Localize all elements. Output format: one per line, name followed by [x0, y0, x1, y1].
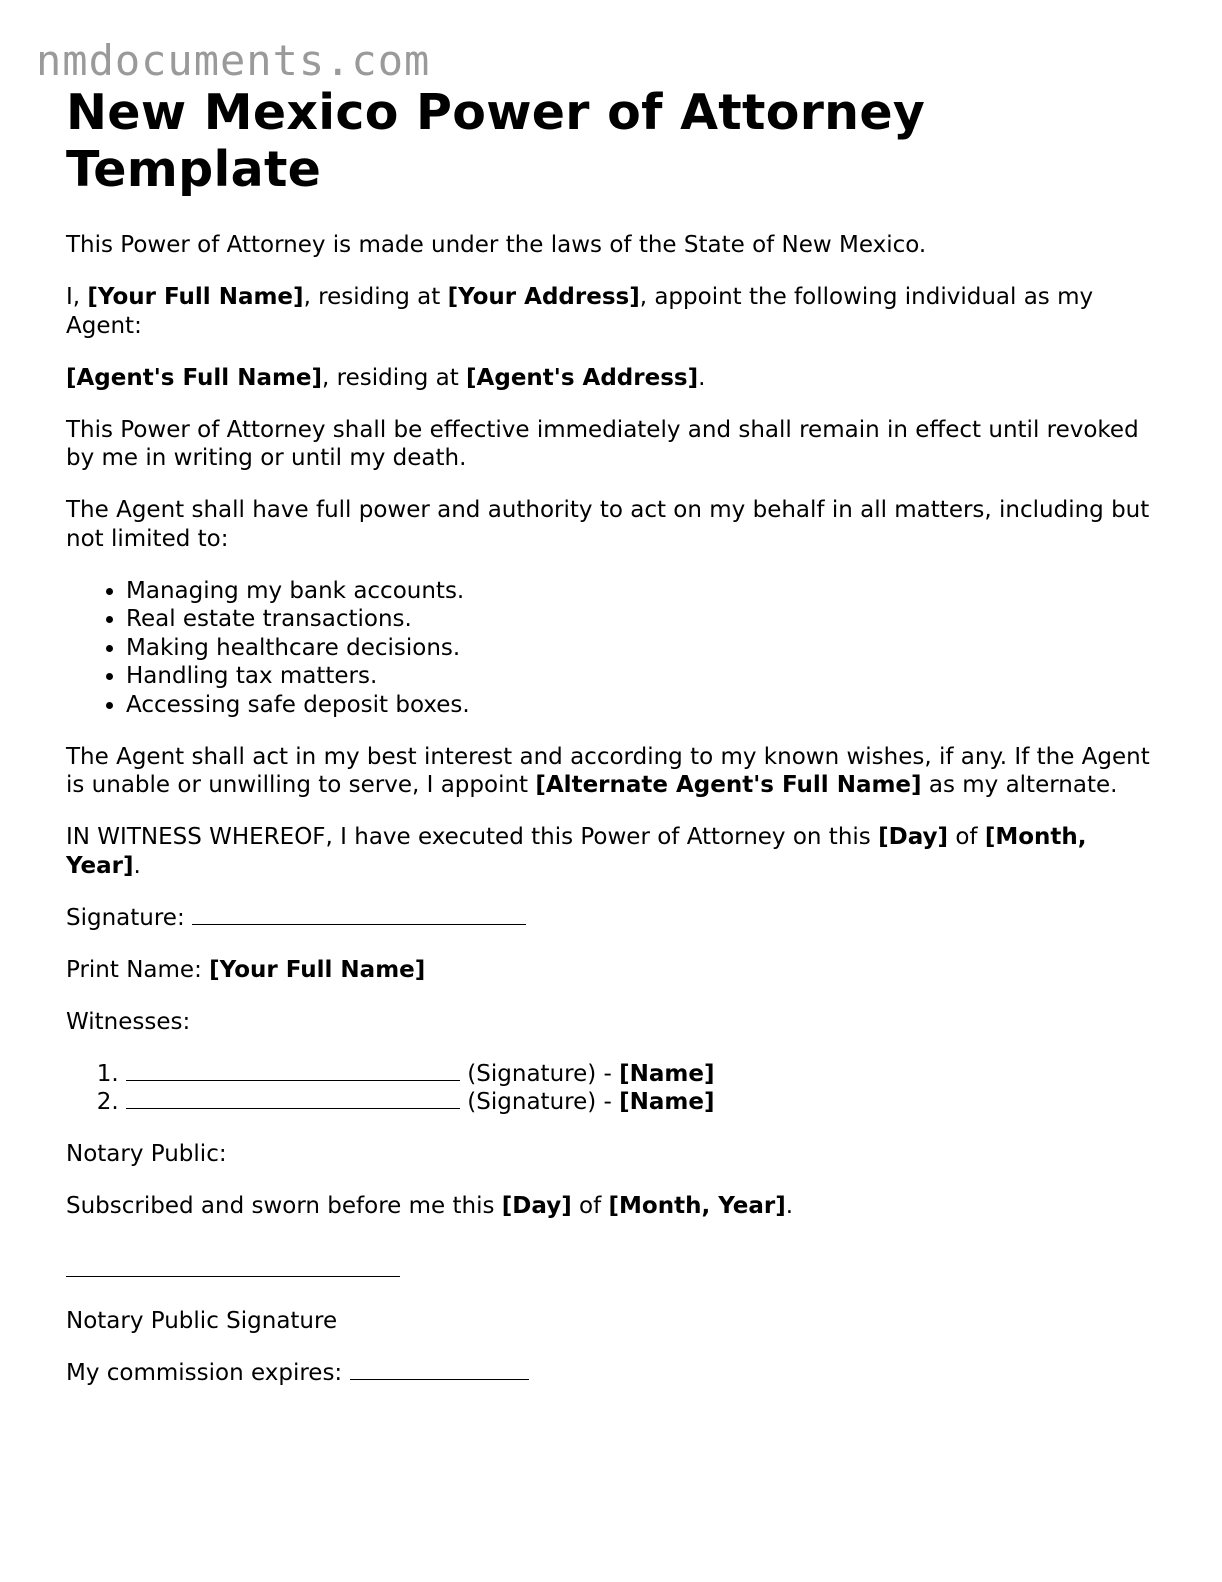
commission-label: My commission expires:	[66, 1360, 350, 1386]
sworn-paragraph: Subscribed and sworn before me this [Day] of [Month, Year].	[66, 1193, 794, 1219]
agent-name-placeholder: [Agent's Full Name]	[66, 364, 323, 391]
site-watermark: nmdocuments.com	[36, 36, 431, 85]
witness-signature-line[interactable]	[126, 1060, 460, 1081]
notary-signature-line[interactable]	[66, 1256, 400, 1277]
witness-name-placeholder: [Name]	[619, 1089, 715, 1115]
intro-paragraph: This Power of Attorney is made under the laws of the State of New Mexico.	[66, 232, 927, 258]
notary-label: Notary Public:	[66, 1141, 227, 1167]
day-placeholder: [Day]	[501, 1193, 572, 1219]
list-item: • Handling tax matters.	[126, 662, 1166, 691]
list-item: • Making healthcare decisions.	[126, 634, 1166, 663]
list-item: • Managing my bank accounts.	[126, 577, 1166, 606]
list-item: 1. (Signature) - [Name]	[126, 1060, 1166, 1089]
notary-signature-label: Notary Public Signature	[66, 1308, 338, 1334]
alternate-agent-name-placeholder: [Alternate Agent's Full Name]	[535, 772, 922, 798]
month-year-placeholder: [Month, Year]	[608, 1193, 786, 1219]
witness-clause-paragraph: IN WITNESS WHEREOF, I have executed this Power of Attorney on this [Day] of [Month, Year].	[66, 824, 1087, 879]
witness-name-placeholder: [Name]	[619, 1060, 715, 1087]
list-item: • Accessing safe deposit boxes.	[126, 691, 1166, 720]
witnesses-label: Witnesses:	[66, 1008, 191, 1035]
alternate-agent-paragraph: The Agent shall act in my best interest and according to my known wishes, if any. If the Agent is unable or unwilling to serve, I appoint [Alternate Agent's Full Name] as my alternate.	[66, 743, 1150, 798]
powers-list	[66, 577, 1166, 720]
print-name-placeholder: [Your Full Name]	[209, 956, 426, 983]
signature-label: Signature:	[66, 904, 193, 931]
list-item: 2. (Signature) - [Name]	[126, 1088, 1166, 1117]
signature-row	[66, 904, 1166, 933]
witness-signature-line[interactable]	[126, 1088, 460, 1109]
document-title: New Mexico Power of Attorney Template	[66, 84, 926, 198]
powers-intro-paragraph: The Agent shall have full power and authority to act on my behalf in all matters, including but not limited to:	[66, 497, 1150, 552]
agent-paragraph: [Agent's Full Name], residing at [Agent's Address].	[66, 364, 706, 391]
appointment-paragraph: I, [Your Full Name], residing at [Your Address], appoint the following individual as my Agent:	[66, 284, 1094, 339]
print-name-row	[66, 956, 1166, 985]
document-body	[66, 84, 1166, 1411]
notary-signature-row	[66, 1256, 1166, 1284]
commission-row	[66, 1359, 1166, 1388]
effective-paragraph: This Power of Attorney shall be effective immediately and shall remain in effect until revoked by me in writing or until my death.	[66, 416, 1139, 471]
month-year-placeholder: [Month, Year]	[66, 824, 1087, 879]
commission-expiry-line[interactable]	[350, 1359, 529, 1380]
list-item: • Real estate transactions.	[126, 605, 1166, 634]
day-placeholder: [Day]	[878, 824, 949, 850]
signature-line[interactable]	[192, 904, 526, 925]
witnesses-list	[66, 1060, 1166, 1117]
agent-address-placeholder: [Agent's Address]	[466, 364, 699, 391]
print-name-label: Print Name:	[66, 956, 210, 983]
principal-name-placeholder: [Your Full Name]	[87, 284, 304, 310]
principal-address-placeholder: [Your Address]	[447, 284, 640, 310]
